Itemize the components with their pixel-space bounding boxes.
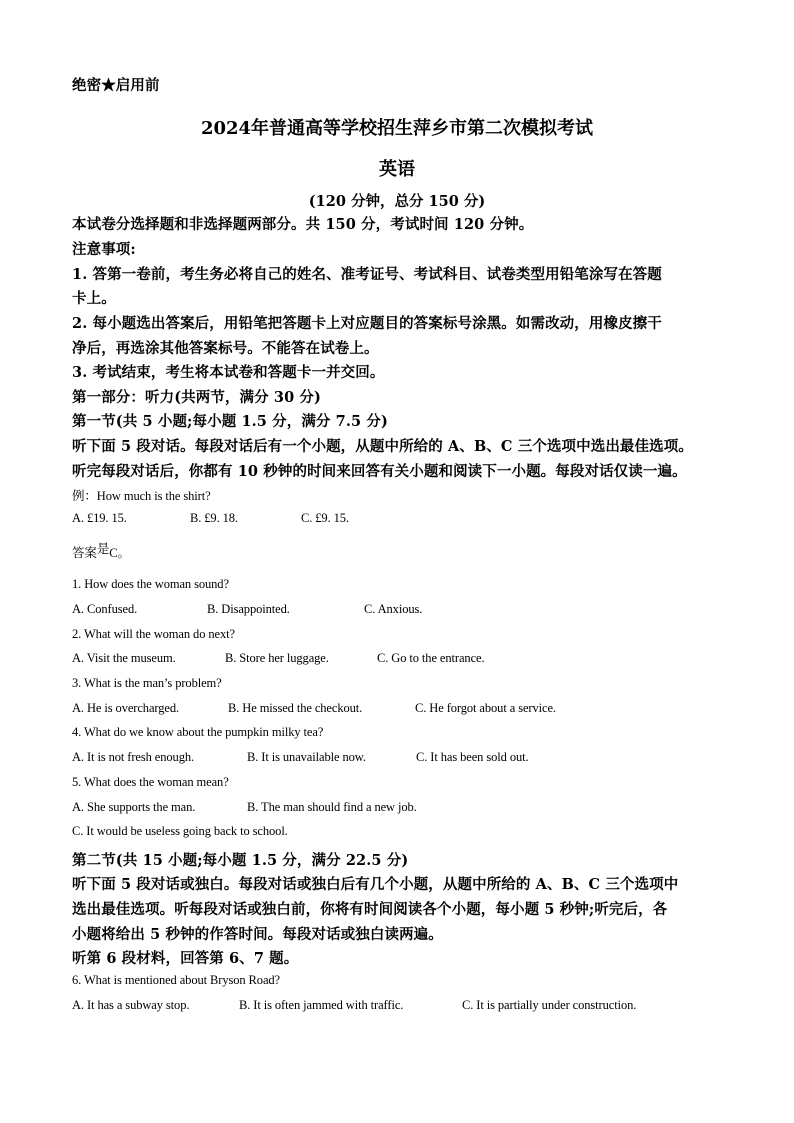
material-6-label: 听第 6 段材料，回答第 6、7 题。 <box>72 950 299 967</box>
q1-option-c: C. Anxious. <box>364 602 423 616</box>
note-3: 3. 考试结束，考生将本试卷和答题卡一并交回。 <box>72 364 385 381</box>
confidential-label: 绝密★启用前 <box>72 77 160 94</box>
q5-option-b: B. The man should find a new job. <box>247 800 417 814</box>
note-1-line-a: 1. 答第一卷前，考生务必将自己的姓名、准考证号、考试科目、试卷类型用铅笔涂写在答题 <box>72 266 662 283</box>
duration-text: (120 分钟，总分 150 分) <box>308 193 486 210</box>
section2-title: 第二节(共 15 小题;每小题 1.5 分，满分 22.5 分) <box>72 852 409 869</box>
answer-prefix: 答案 <box>72 546 97 560</box>
q4-option-a: A. It is not fresh enough. <box>72 750 195 764</box>
q3-option-b: B. He missed the checkout. <box>228 701 363 715</box>
q2-option-a: A. Visit the museum. <box>72 651 176 665</box>
q5-option-a: A. She supports the man. <box>72 800 196 814</box>
subject-title: 英语 <box>379 159 415 180</box>
example-answer <box>72 543 130 561</box>
q6-option-c: C. It is partially under construction. <box>462 998 637 1012</box>
q5-option-c: C. It would be useless going back to school. <box>72 824 288 838</box>
answer-mid: 是 <box>96 542 110 556</box>
notes-title: 注意事项: <box>72 241 136 258</box>
q6-option-b: B. It is often jammed with traffic. <box>239 998 404 1012</box>
q2-option-b: B. Store her luggage. <box>225 651 329 665</box>
q4-option-c: C. It has been sold out. <box>416 750 529 764</box>
question-2: 2. What will the woman do next? <box>72 627 235 641</box>
note-1-line-b: 卡上。 <box>72 290 116 307</box>
question-5: 5. What does the woman mean? <box>72 775 229 789</box>
q6-option-a: A. It has a subway stop. <box>72 998 190 1012</box>
question-6: 6. What is mentioned about Bryson Road? <box>72 973 280 987</box>
note-2-line-a: 2. 每小题选出答案后，用铅笔把答题卡上对应题目的答案标号涂黑。如需改动，用橡皮擦干 <box>72 315 662 332</box>
example-option-c: C. £9. 15. <box>301 511 349 525</box>
q3-option-c: C. He forgot about a service. <box>415 701 556 715</box>
section2-instruction-c: 小题将给出 5 秒钟的作答时间。每段对话或独白读两遍。 <box>72 926 443 943</box>
question-3: 3. What is the man’s problem? <box>72 676 222 690</box>
intro-line: 本试卷分选择题和非选择题两部分。共 150 分，考试时间 120 分钟。 <box>72 216 534 233</box>
example-option-b: B. £9. 18. <box>190 511 238 525</box>
question-1: 1. How does the woman sound? <box>72 577 229 591</box>
exam-title: 2024年普通高等学校招生萍乡市第二次模拟考试 <box>200 118 594 139</box>
answer-suffix: C。 <box>109 546 130 560</box>
q1-option-b: B. Disappointed. <box>207 602 290 616</box>
q2-option-c: C. Go to the entrance. <box>377 651 485 665</box>
section1-title: 第一节(共 5 小题;每小题 1.5 分，满分 7.5 分) <box>72 413 388 430</box>
section1-instruction-b: 听完每段对话后，你都有 10 秒钟的时间来回答有关小题和阅读下一小题。每段对话仅读一遍。 <box>72 463 687 480</box>
q3-option-a: A. He is overcharged. <box>72 701 180 715</box>
q1-option-a: A. Confused. <box>72 602 138 616</box>
section1-instruction-a: 听下面 5 段对话。每段对话后有一个小题，从题中所给的 A、B、C 三个选项中选出最佳选项。 <box>72 438 693 455</box>
section2-instruction-b: 选出最佳选项。听每段对话或独白前，你将有时间阅读各个小题，每小题 5 秒钟;听完后，各 <box>72 901 668 918</box>
note-2-line-b: 净后，再选涂其他答案标号。不能答在试卷上。 <box>72 340 379 357</box>
question-4: 4. What do we know about the pumpkin milky tea? <box>72 725 324 739</box>
example-option-a: A. £19. 15. <box>72 511 127 525</box>
part1-title: 第一部分：听力(共两节，满分 30 分) <box>72 389 321 406</box>
example-question: 例：How much is the shirt? <box>72 489 211 503</box>
section2-instruction-a: 听下面 5 段对话或独白。每段对话或独白后有几个小题，从题中所给的 A、B、C 三个选项中 <box>72 876 679 893</box>
q4-option-b: B. It is unavailable now. <box>247 750 366 764</box>
